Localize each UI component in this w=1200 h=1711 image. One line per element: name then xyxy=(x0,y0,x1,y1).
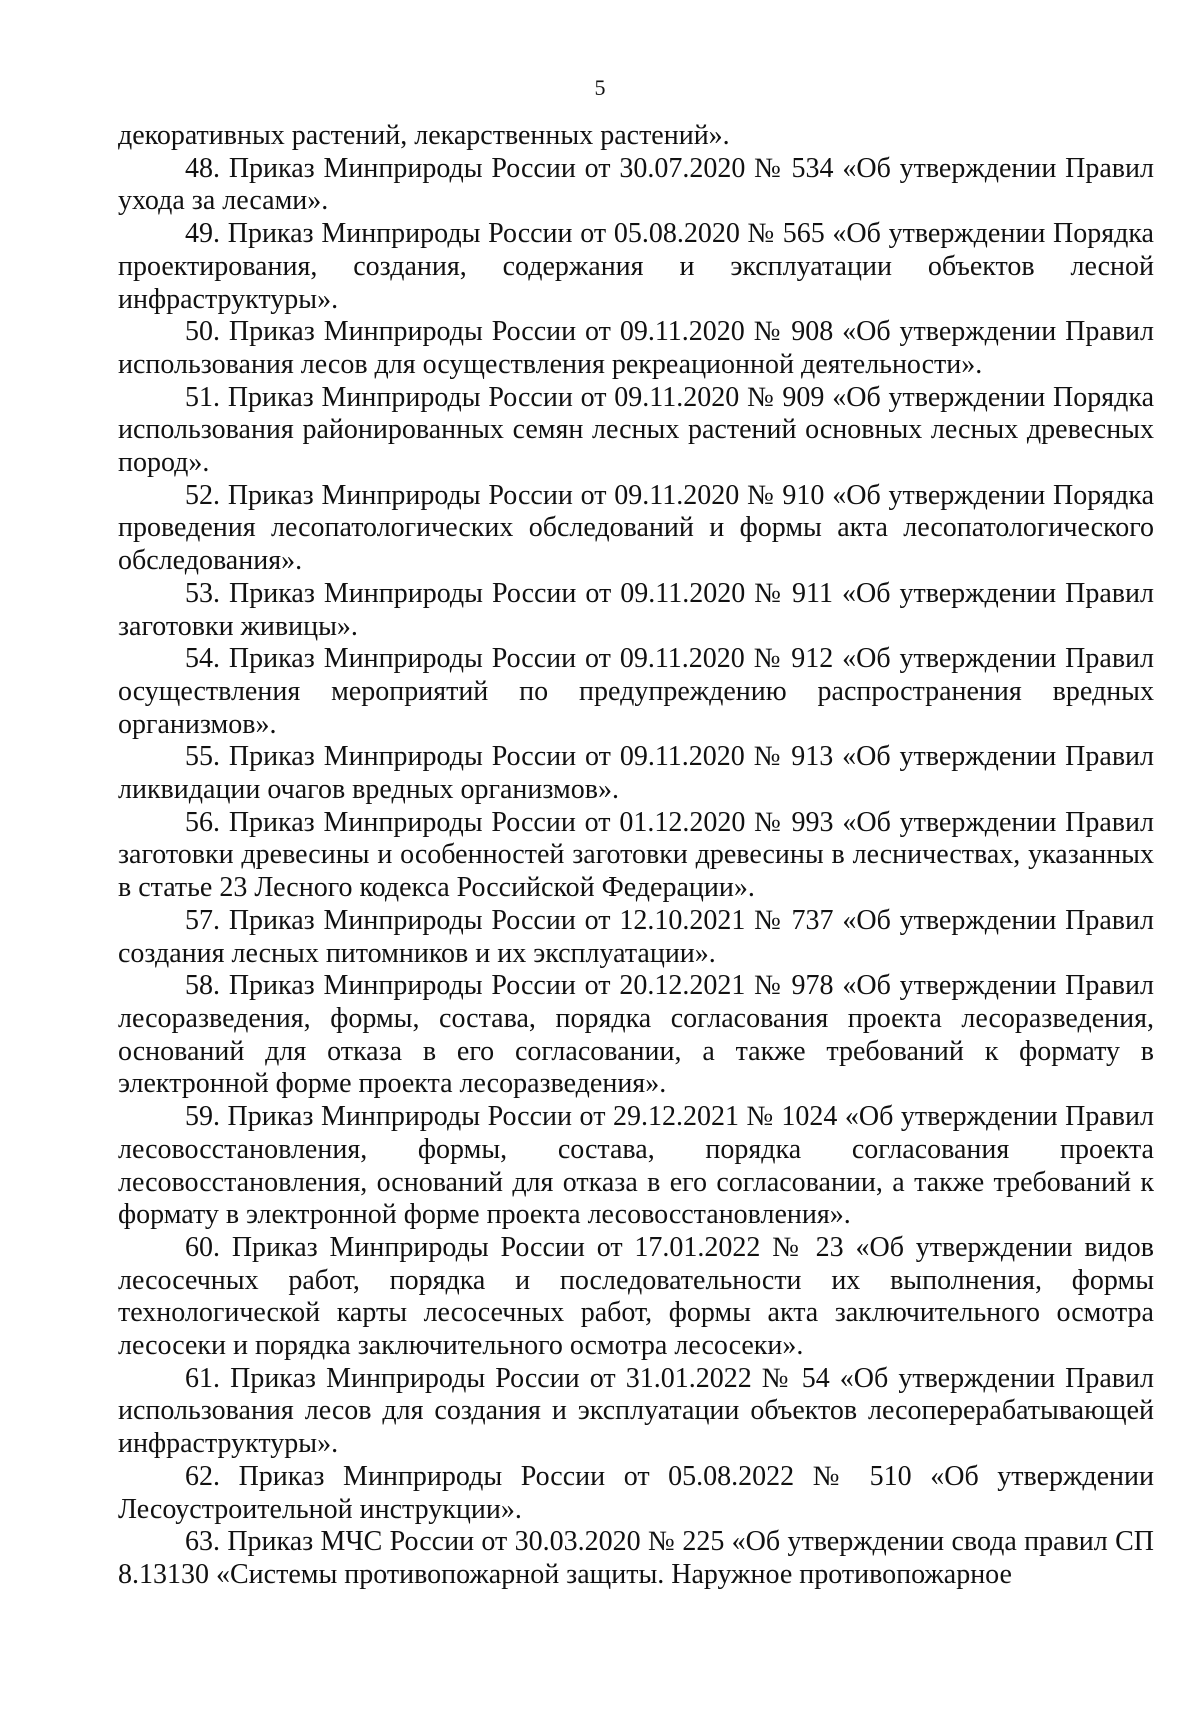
page-number: 5 xyxy=(594,75,606,100)
list-item-52: 52. Приказ Минприроды России от 09.11.2020 № 910 «Об утверждении Порядка проведения лесопатологических обследований и формы акта лесопатологического обследования». xyxy=(118,479,1154,577)
list-item-48: 48. Приказ Минприроды России от 30.07.2020 № 534 «Об утверждении Правил ухода за лесами». xyxy=(118,152,1154,217)
document-body xyxy=(118,120,1154,1592)
list-item-49: 49. Приказ Минприроды России от 05.08.2020 № 565 «Об утверждении Порядка проектирования, создания, содержания и эксплуатации объектов лесной инфраструктуры». xyxy=(118,218,1154,315)
list-item-56: 56. Приказ Минприроды России от 01.12.2020 № 993 «Об утверждении Правил заготовки древесины и особенностей заготовки древесины в лесничествах, указанных в статье 23 Лесного кодекса Российской Федерации». xyxy=(118,806,1154,904)
list-item-62: 62. Приказ Минприроды России от 05.08.2022 № 510 «Об утверждении Лесоустроительной инструкции». xyxy=(118,1460,1154,1525)
list-item-50: 50. Приказ Минприроды России от 09.11.2020 № 908 «Об утверждении Правил использования лесов для осуществления рекреационной деятельности». xyxy=(118,316,1154,380)
list-item-59: 59. Приказ Минприроды России от 29.12.2021 № 1024 «Об утверждении Правил лесовосстановления, формы, состава, порядка согласования проекта лесовосстановления, оснований для отказа в его согласовании, а также требований к формату в электронной форме проекта лесовосстановления». xyxy=(118,1101,1154,1231)
list-item-57: 57. Приказ Минприроды России от 12.10.2021 № 737 «Об утверждении Правил создания лесных питомников и их эксплуатации». xyxy=(118,904,1154,969)
list-item-63: 63. Приказ МЧС России от 30.03.2020 № 225 «Об утверждении свода правил СП 8.13130 «Системы противопожарной защиты. Наружное противопожарное xyxy=(118,1526,1154,1590)
list-item-58: 58. Приказ Минприроды России от 20.12.2021 № 978 «Об утверждении Правил лесоразведения, формы, состава, порядка согласования проекта лесоразведения, оснований для отказа в его согласовании, а также требований к формату в электронной форме проекта лесоразведения». xyxy=(118,970,1154,1100)
list-item-54: 54. Приказ Минприроды России от 09.11.2020 № 912 «Об утверждении Правил осуществления мероприятий по предупреждению распространения вредных организмов». xyxy=(118,643,1154,740)
list-item-61: 61. Приказ Минприроды России от 31.01.2022 № 54 «Об утверждении Правил использования лесов для создания и эксплуатации объектов лесоперерабатывающей инфраструктуры». xyxy=(118,1362,1154,1460)
paragraph-continuation: декоративных растений, лекарственных растений». xyxy=(118,120,730,151)
list-item-55: 55. Приказ Минприроды России от 09.11.2020 № 913 «Об утверждении Правил ликвидации очагов вредных организмов». xyxy=(118,741,1154,806)
list-item-53: 53. Приказ Минприроды России от 09.11.2020 № 911 «Об утверждении Правил заготовки живицы». xyxy=(118,577,1154,642)
list-item-60: 60. Приказ Минприроды России от 17.01.2022 № 23 «Об утверждении видов лесосечных работ, порядка и последовательности их выполнения, формы технологической карты лесосечных работ, формы акта заключительного осмотра лесосеки и порядка заключительного осмотра лесосеки». xyxy=(118,1231,1154,1362)
list-item-51: 51. Приказ Минприроды России от 09.11.2020 № 909 «Об утверждении Порядка использования районированных семян лесных растений основных лесных древесных пород». xyxy=(118,381,1154,479)
